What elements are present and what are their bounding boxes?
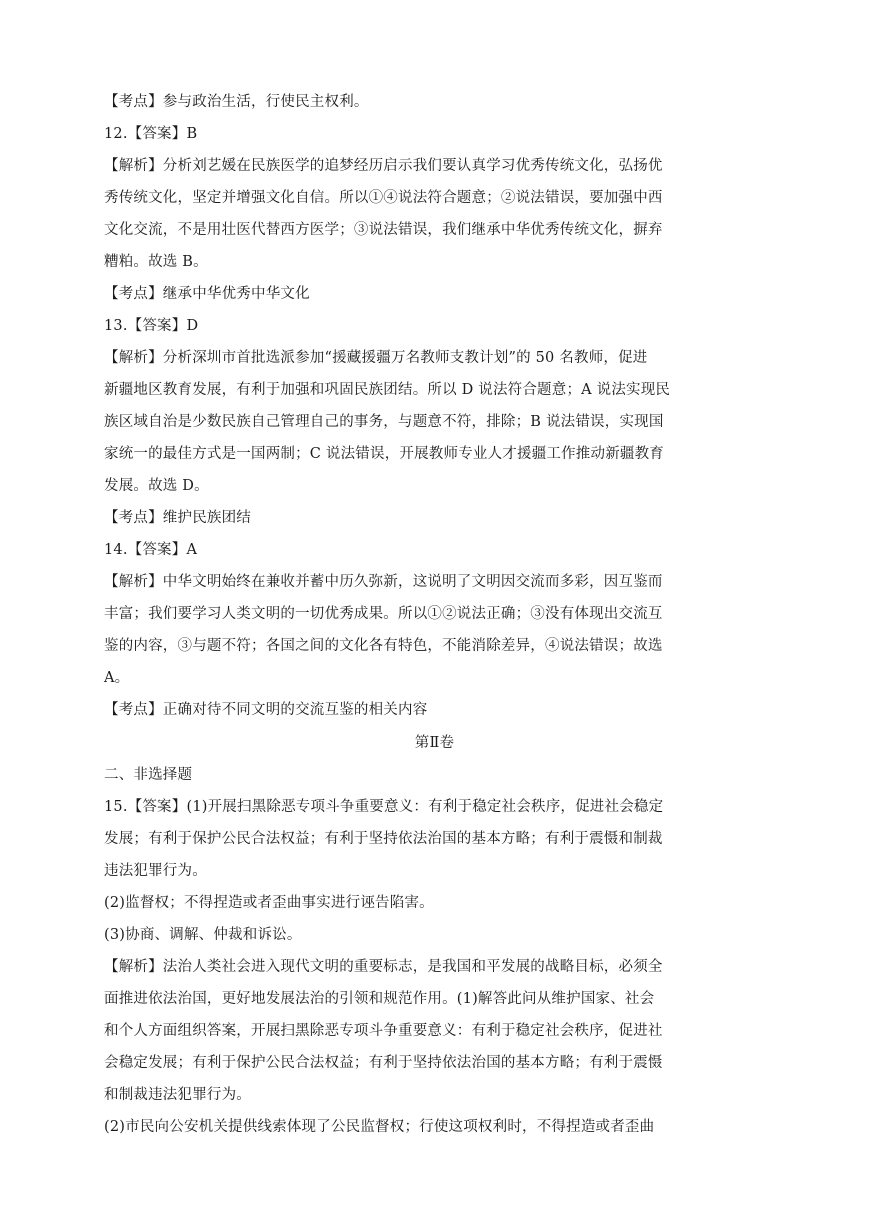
text-line: 和制裁违法犯罪行为。 bbox=[104, 1087, 251, 1103]
text-line: 会稳定发展；有利于保护公民合法权益；有利于坚持依法治国的基本方略；有利于震慑 bbox=[104, 1055, 663, 1071]
text-line: 家统一的最佳方式是一国两制；C 说法错误，开展教师专业人才援疆工作推动新疆教育 bbox=[104, 446, 665, 462]
text-line: 【考点】继承中华优秀中华文化 bbox=[104, 286, 310, 302]
text-line: 13.【答案】D bbox=[104, 318, 199, 334]
text-line: 违法犯罪行为。 bbox=[104, 863, 207, 879]
text-line: 14.【答案】A bbox=[104, 542, 198, 558]
text-line: 【考点】维护民族团结 bbox=[104, 510, 251, 526]
text-line: 丰富；我们要学习人类文明的一切优秀成果。所以①②说法正确；③没有体现出交流互 bbox=[104, 606, 663, 622]
text-line: 【考点】正确对待不同文明的交流互鉴的相关内容 bbox=[104, 702, 428, 718]
text-line: (3)协商、调解、仲裁和诉讼。 bbox=[104, 927, 302, 943]
text-line: 【考点】参与政治生活，行使民主权利。 bbox=[104, 94, 369, 110]
text-line: (2)市民向公安机关提供线索体现了公民监督权；行使这项权利时，不得捏造或者歪曲 bbox=[104, 1119, 655, 1135]
text-line: 族区域自治是少数民族自己管理自己的事务，与题意不符，排除；B 说法错误，实现国 bbox=[104, 414, 664, 430]
section-heading: 第Ⅱ卷 bbox=[414, 735, 455, 751]
text-line: 文化交流，不是用壮医代替西方医学；③说法错误，我们继承中华优秀传统文化，摒弃 bbox=[104, 222, 663, 238]
text-line: A。 bbox=[104, 670, 130, 686]
text-line: 和个人方面组织答案，开展扫黑除恶专项斗争重要意义：有利于稳定社会秩序，促进社 bbox=[104, 1023, 663, 1039]
text-line: 秀传统文化，坚定并增强文化自信。所以①④说法符合题意；②说法错误，要加强中西 bbox=[104, 190, 663, 206]
text-line: 面推进依法治国，更好地发展法治的引领和规范作用。(1)解答此问从维护国家、社会 bbox=[104, 991, 655, 1007]
text-line: 新疆地区教育发展，有利于加强和巩固民族团结。所以 D 说法符合题意；A 说法实现民 bbox=[104, 382, 671, 398]
text-line: 【解析】分析刘艺媛在民族医学的追梦经历启示我们要认真学习优秀传统文化，弘扬优 bbox=[104, 158, 663, 174]
text-line: 发展。故选 D。 bbox=[104, 478, 209, 494]
text-line: 【解析】法治人类社会进入现代文明的重要标志，是我国和平发展的战略目标，必须全 bbox=[104, 959, 663, 975]
text-line: 【解析】中华文明始终在兼收并蓄中历久弥新，这说明了文明因交流而多彩，因互鉴而 bbox=[104, 574, 663, 590]
text-line: 鉴的内容，③与题不符；各国之间的文化各有特色，不能消除差异，④说法错误；故选 bbox=[104, 638, 663, 654]
text-line: 二、非选择题 bbox=[104, 767, 193, 783]
text-line: 【解析】分析深圳市首批选派参加“援藏援疆万名教师支教计划”的 50 名教师，促进 bbox=[104, 350, 648, 366]
text-line: (2)监督权；不得捏造或者歪曲事实进行诬告陷害。 bbox=[104, 895, 434, 911]
text-line: 15.【答案】(1)开展扫黑除恶专项斗争重要意义：有利于稳定社会秩序，促进社会稳定 bbox=[104, 799, 664, 815]
text-line: 12.【答案】B bbox=[104, 126, 198, 142]
text-line: 发展；有利于保护公民合法权益；有利于坚持依法治国的基本方略；有利于震慑和制裁 bbox=[104, 831, 663, 847]
text-line: 糟粕。故选 B。 bbox=[104, 254, 208, 270]
